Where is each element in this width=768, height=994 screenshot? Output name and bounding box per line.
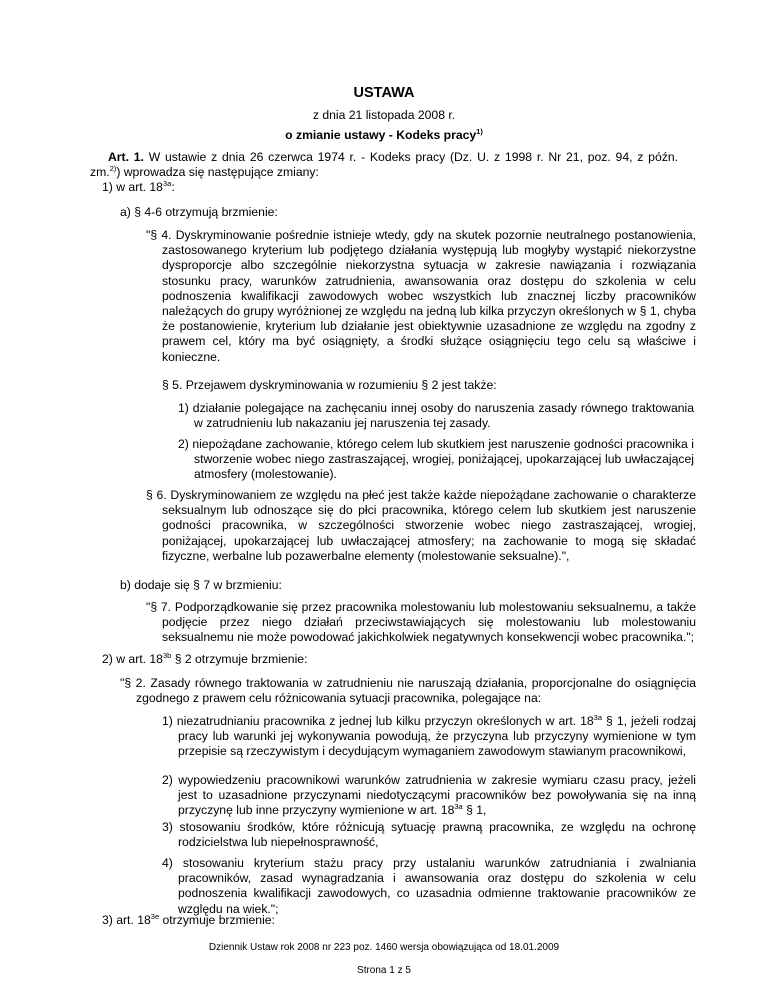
item-1-heading: 1) w art. $18^{3a}$: (102, 178, 175, 194)
paragraph-7: "§ 7. Podporządkowanie się przez pracownika molestowaniu lub molestowaniu seksualnemu, a także podjęcie przez niego działań przeciwstawiających się molestowaniu lub molestowaniu seksualnemu nie może powodować jakichkolwiek negatywnych konsekwencji wobec pracownika."; (146, 600, 696, 645)
paragraph-2-point-3: 3) stosowaniu środków, które różnicują sytuację prawną pracownika, ze względu na ochronę rodzicielstwa lub niepełnosprawność, (162, 820, 696, 850)
paragraph-4: "§ 4. Dyskryminowanie pośrednie istnieje wtedy, gdy na skutek pozornie neutralnego postanowienia, zastosowanego kryterium lub podjętego działania występują lub mogłyby wystąpić niekorzystne dysproporcje albo szczególnie niekorzystna sytuacja w zakresie nawiązania i rozwiązania stosunku pracy, warunków zatrudnienia, awansowania oraz dostępu do szkolenia w celu podnoszenia kwalifikacji zawodowych wobec wszystkich lub znacznej liczby pracowników należących do grupy wyróżnionej ze względu na jedną lub kilka przyczyn określonych w § 1, chyba że postanowienie, kryterium lub działanie jest obiektywnie uzasadnione ze względu na zgodny z prawem cel, który ma być osiągnięty, a środki służące osiągnięciu tego celu są właściwe i konieczne. (146, 228, 696, 364)
paragraph-5-point-2: 2) niepożądane zachowanie, którego celem lub skutkiem jest naruszenie godności pracownika i stworzenie wobec niego zastraszającej, wrogiej, poniżającej, upokarzającej lub uwłaczającej atmosfery (molestowanie). (178, 437, 694, 482)
paragraph-2-point-4: 4) stosowaniu kryterium stażu pracy przy ustalaniu warunków zatrudniania i zwalniania pracowników, zasad wynagradzania i awansowania oraz dostępu do szkolenia w celu podnoszenia kwalifikacji zawodowych, co uzasadnia odmienne traktowanie pracowników ze względu na wiek."; (162, 856, 696, 916)
document-date: z dnia 21 listopada 2008 r. (312, 108, 456, 122)
paragraph-2: "§ 2. Zasady równego traktowania w zatrudnieniu nie naruszają działania, proporcjonalne do osiągnięcia zgodnego z prawem celu różnicowania sytuacji pracownika, polegające na: (120, 676, 696, 706)
article-text-cont: ) wprowadza się następujące zmiany: (116, 165, 319, 180)
item-3-heading: 3) art. $18^{3e}$ otrzymuje brzmienie: (102, 911, 275, 927)
article-intro (90, 150, 678, 180)
article-text: W ustawie z dnia 26 czerwca 1974 r. - Kodeks pracy (Dz. U. z 1998 r. Nr 21, poz. 94, z późn. zm. (90, 150, 678, 180)
subtitle-text: o zmianie ustawy - Kodeks pracy (285, 128, 477, 142)
document-subtitle (0, 128, 768, 142)
document-title: USTAWA (353, 85, 415, 101)
item-2-heading: 2) w art. $18^{3b}$ § 2 otrzymuje brzmienie: (102, 650, 308, 666)
item-a-heading: a) § 4-6 otrzymują brzmienie: (120, 205, 278, 219)
item-b-heading: b) dodaje się § 7 w brzmieniu: (120, 578, 282, 592)
footnote-ref: 1) (476, 126, 483, 136)
paragraph-5: § 5. Przejawem dyskryminowania w rozumieniu § 2 jest także: (162, 378, 497, 392)
paragraph-2-point-1: 1) niezatrudnianiu pracownika z jednej lub kilku przyczyn określonych w art. $18^{3a}$ § 1, jeżeli rodzaj pracy lub warunki jej wykonywania powodują, że przyczyna lub przyczyny wymienione w tym przepisie są rzeczywistym i decydującym wymaganiem zawodowym stawianym pracownikowi, (162, 712, 696, 759)
paragraph-2-point-2: 2) wypowiedzeniu pracownikowi warunków zatrudnienia w zakresie wymiaru czasu pracy, jeżeli jest to uzasadnione przyczynami niedotyczącymi pracowników bez powoływania się na inną przyczynę lub inne przyczyny wymienione w art. $18^{3a}$ § 1, (162, 773, 696, 818)
page-number: Strona 1 z 5 (357, 965, 411, 976)
footnote-ref: 2) (109, 164, 117, 174)
paragraph-6: § 6. Dyskryminowaniem ze względu na płeć jest także każde niepożądane zachowanie o charakterze seksualnym lub odnoszące się do płci pracownika, którego celem lub skutkiem jest naruszenie godności pracownika, w szczególności stworzenie wobec niego zastraszającej, wrogiej, poniżającej, upokarzającej lub uwłaczającej atmosfery; na zachowanie to mogą się składać fizyczne, werbalne lub pozawerbalne elementy (molestowanie seksualne).", (146, 488, 696, 563)
article-label: Art. 1. (108, 150, 144, 164)
paragraph-5-point-1: 1) działanie polegające na zachęcaniu innej osoby do naruszenia zasady równego traktowania w zatrudnieniu lub nakazaniu jej naruszenia tej zasady. (178, 401, 694, 431)
page-footer: Dziennik Ustaw rok 2008 nr 223 poz. 1460 wersja obowiązująca od 18.01.2009 (208, 942, 560, 953)
